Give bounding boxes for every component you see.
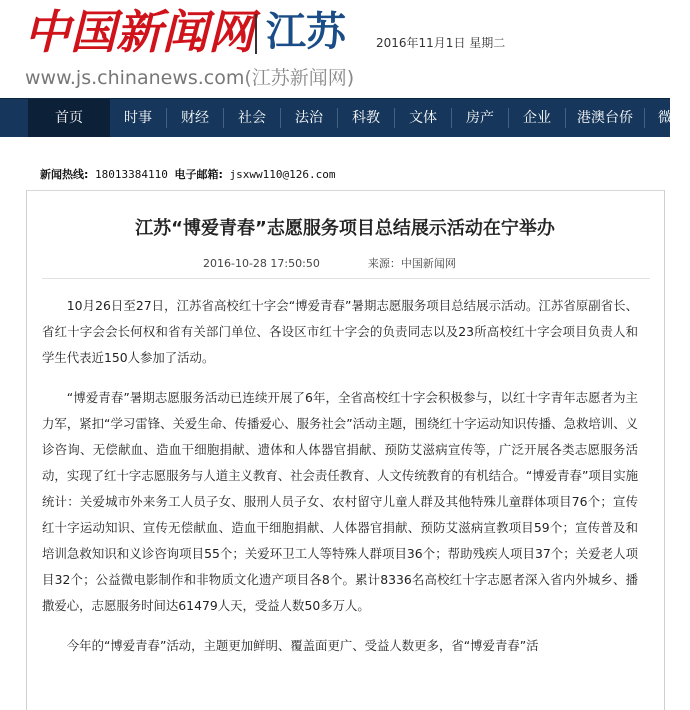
email-label: 电子邮箱: bbox=[174, 168, 223, 181]
site-url[interactable] bbox=[25, 66, 354, 90]
site-url-name: (江苏新闻网) bbox=[244, 67, 355, 89]
email-address[interactable]: jsxww110@126.com bbox=[229, 168, 336, 181]
nav-item-society[interactable]: 社会 bbox=[238, 110, 266, 126]
article-paragraph: 今年的“博爱青春”活动，主题更加鲜明、覆盖面更广、受益人数更多，省“博爱青春”活 bbox=[66, 638, 539, 653]
nav-item-law[interactable]: 法治 bbox=[295, 110, 323, 126]
nav-items bbox=[28, 99, 685, 138]
nav-item-micro[interactable]: 微 bbox=[658, 110, 672, 126]
news-hotline bbox=[40, 166, 336, 182]
article-frame-right bbox=[664, 190, 665, 710]
article-paragraph: “博爱青春”暑期志愿服务活动已连续开展了6年，全省高校红十字会积极参与，以红十字青年志愿者为主力军，紧扣“学习雷锋、关爱生命、传播爱心、服务社会”活动主题，围绕红十字运动知识传播、急救培训、义诊咨询、无偿献血、造血干细胞捐献、遗体和人体器官捐献、预防艾滋病宣传等，广泛开展各类志愿服务活动，实现了红十字志愿服务与人道主义教育、社会责任教育、人文传统教育的有机结合。“博爱青春”项目实施统计：关爱城市外来务工人员子女、服刑人员子女、农村留守儿童人群及其他特殊儿童群体项目76个；宣传红十字运动知识、宣传无偿献血、造血干细胞捐献、人体器官捐献、预防艾滋病宣教项目59个；宣传普及和培训急救知识和义诊咨询项目55个；关爱环卫工人等特殊人群项目36个；帮助残疾人项目37个；关爱老人项目32个；公益微电影制作和非物质文化遗产项目各8个。累计8336名高校红十字志愿者深入省内外城乡、播撒爱心，志愿服务时间达61479人天，受益人数50多万人。 bbox=[42, 390, 638, 613]
article-meta bbox=[203, 255, 456, 271]
meta-divider bbox=[42, 278, 650, 279]
nav-item-enterprise[interactable]: 企业 bbox=[523, 110, 551, 126]
nav-item-real-estate[interactable]: 房产 bbox=[466, 110, 494, 126]
nav-item-hk-macao-taiwan[interactable]: 港澳台侨 bbox=[577, 110, 633, 126]
nav-item-finance[interactable]: 财经 bbox=[181, 110, 209, 126]
article-frame-top bbox=[26, 190, 665, 191]
nav-item-culture-sports[interactable]: 文体 bbox=[409, 110, 437, 126]
chinanews-logo[interactable] bbox=[24, 6, 254, 58]
logo-divider bbox=[255, 14, 257, 54]
article-title: 江苏“博爱青春”志愿服务项目总结展示活动在宁举办 bbox=[135, 218, 555, 239]
hotline-label: 新闻热线: bbox=[40, 168, 89, 181]
site-header bbox=[0, 0, 670, 98]
current-date: 2016年11月1日 星期二 bbox=[376, 36, 506, 50]
nav-item-science-education[interactable]: 科教 bbox=[352, 110, 380, 126]
main-nav bbox=[0, 98, 670, 137]
article-paragraph: 10月26日至27日，江苏省高校红十字会“博爱青春”暑期志愿服务项目总结展示活动。江苏省原副省长、省红十字会会长何权和省有关部门单位、各设区市红十字会的负责同志以及23所高校红十字会项目负责人和学生代表近150人参加了活动。 bbox=[42, 298, 638, 365]
region-logo[interactable]: 江苏 bbox=[266, 8, 346, 55]
nav-item-home[interactable]: 首页 bbox=[28, 99, 110, 137]
article-datetime: 2016-10-28 17:50:50 bbox=[203, 257, 320, 270]
hotline-number: 18013384110 bbox=[95, 168, 168, 181]
nav-item-current-affairs[interactable]: 时事 bbox=[124, 110, 152, 126]
site-url-address: www.js.chinanews.com bbox=[25, 67, 245, 89]
logo-text: 中国新闻网 bbox=[24, 5, 254, 59]
article-body bbox=[42, 293, 638, 673]
article-source: 来源：中国新闻网 bbox=[367, 257, 456, 270]
article-frame-left bbox=[26, 190, 27, 710]
